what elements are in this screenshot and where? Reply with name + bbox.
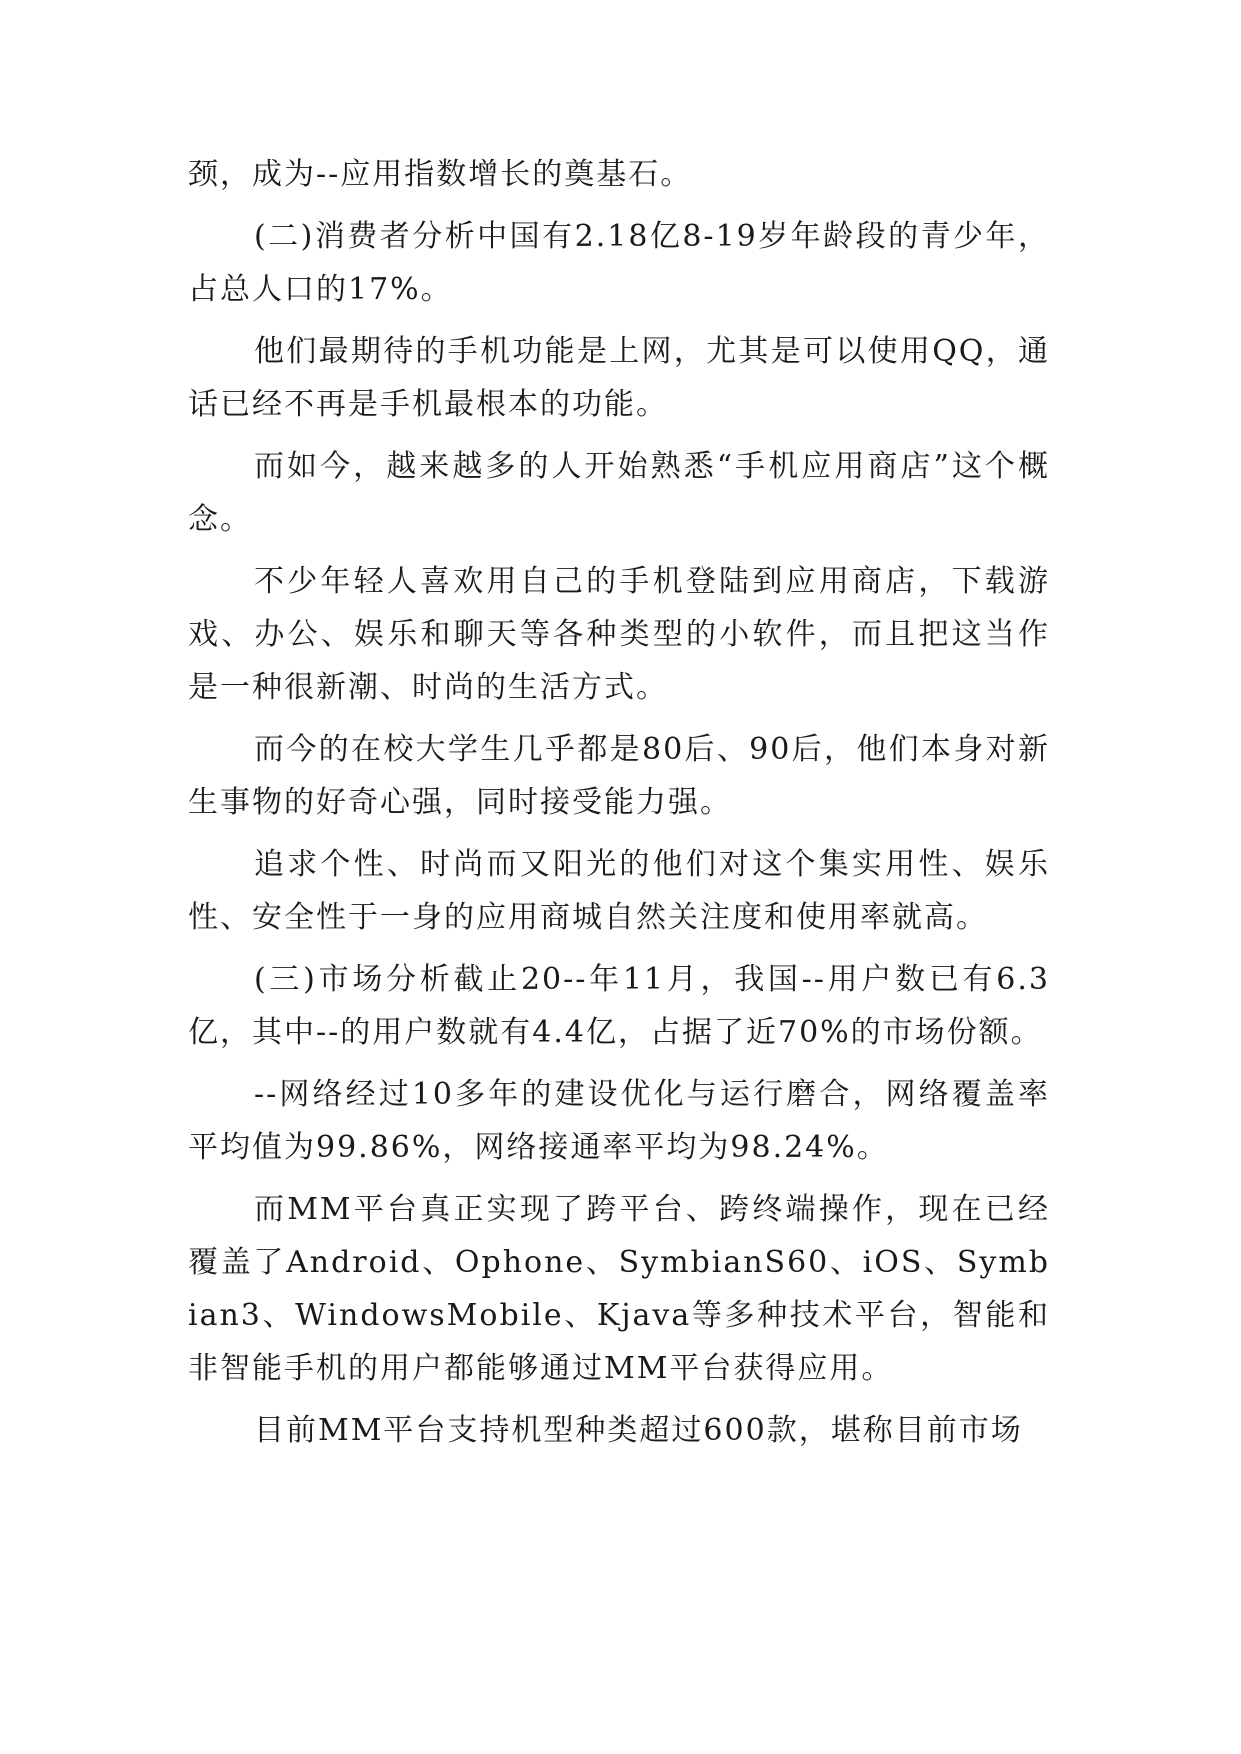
- paragraph-2: (二)消费者分析中国有2.18亿8-19岁年龄段的青少年，占总人口的17%。: [188, 219, 1050, 307]
- document-page: [188, 148, 1050, 1466]
- paragraph-10: 而MM平台真正实现了跨平台、跨终端操作，现在已经覆盖了Android、Ophone、SymbianS60、iOS、Symbian3、WindowsMobile、Kjava等多种技术平台，智能和非智能手机的用户都能够通过MM平台获得应用。: [188, 1192, 1050, 1386]
- paragraph-5: 不少年轻人喜欢用自己的手机登陆到应用商店，下载游戏、办公、娱乐和聊天等各种类型的小软件，而且把这当作是一种很新潮、时尚的生活方式。: [188, 564, 1050, 705]
- paragraph-11: 目前MM平台支持机型种类超过600款，堪称目前市场: [254, 1413, 1023, 1448]
- paragraph-7: 追求个性、时尚而又阳光的他们对这个集实用性、娱乐性、安全性于一身的应用商城自然关注度和使用率就高。: [188, 847, 1050, 935]
- paragraph-9: --网络经过10多年的建设优化与运行磨合，网络覆盖率平均值为99.86%，网络接通率平均为98.24%。: [188, 1077, 1050, 1165]
- paragraph-8: (三)市场分析截止20--年11月，我国--用户数已有6.3亿，其中--的用户数就有4.4亿，占据了近70%的市场份额。: [188, 962, 1050, 1050]
- paragraph-1: 颈，成为--应用指数增长的奠基石。: [188, 157, 693, 192]
- paragraph-6: 而今的在校大学生几乎都是80后、90后，他们本身对新生事物的好奇心强，同时接受能力强。: [188, 732, 1050, 820]
- paragraph-4: 而如今，越来越多的人开始熟悉“手机应用商店”这个概念。: [188, 449, 1050, 537]
- paragraph-3: 他们最期待的手机功能是上网，尤其是可以使用QQ，通话已经不再是手机最根本的功能。: [188, 334, 1050, 422]
